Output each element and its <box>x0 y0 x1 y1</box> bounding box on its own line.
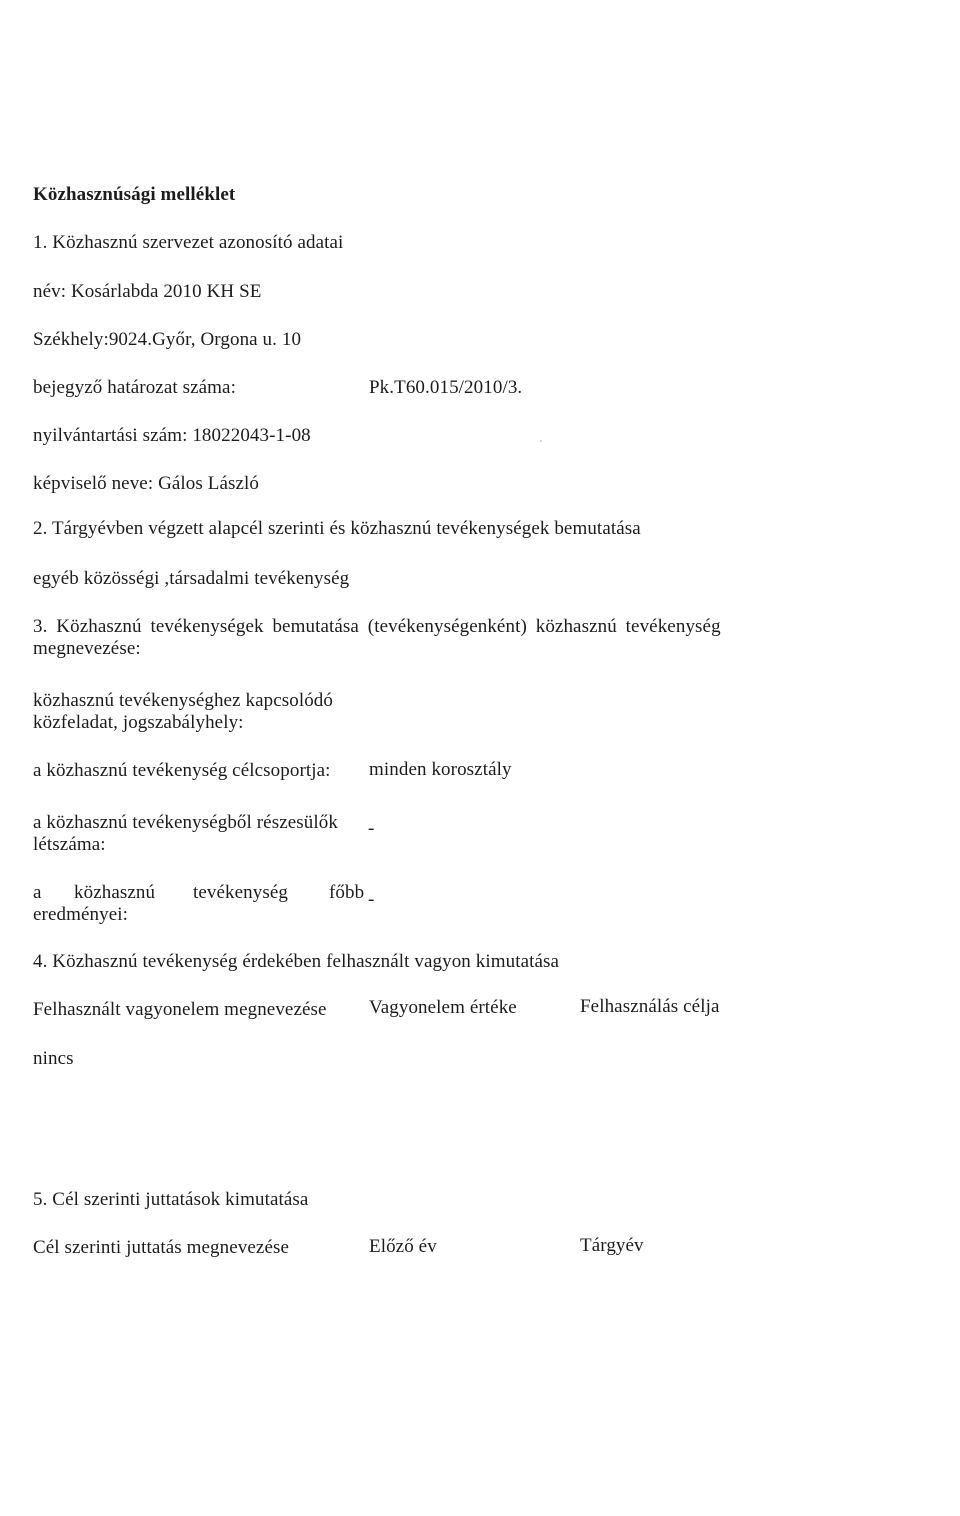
participants-label-continuation: létszáma: <box>33 834 106 855</box>
participants-label: a közhasznú tevékenységből részesülők <box>33 812 338 833</box>
public-task-label: közhasznú tevékenységhez kapcsolódó <box>33 690 334 711</box>
section5-title: 5. Cél szerinti juttatások kimutatása <box>33 1189 309 1210</box>
asset-purpose-header: Felhasználás célja <box>580 996 720 1017</box>
current-year-header: Tárgyév <box>580 1235 644 1256</box>
organization-seat: Székhely:9024.Győr, Orgona u. 10 <box>33 329 302 350</box>
section4-title: 4. Közhasznú tevékenység érdekében felhasznált vagyon kimutatása <box>33 951 560 972</box>
results-word-activity: tevékenység <box>193 882 289 903</box>
section2-text: egyéb közösségi ,társadalmi tevékenység <box>33 568 350 589</box>
results-word-public-benefit: közhasznú <box>74 882 156 903</box>
asset-value-header: Vagyonelem értéke <box>369 997 517 1018</box>
results-word-a: a <box>33 882 42 903</box>
document-heading: Közhasznúsági melléklet <box>33 184 236 205</box>
target-group-value: minden korosztály <box>369 759 512 780</box>
section2-title: 2. Tárgyévben végzett alapcél szerinti és közhasznú tevékenységek bemutatása <box>33 518 641 539</box>
section3-title-continuation: megnevezése: <box>33 638 141 659</box>
results-label-continuation: eredményei: <box>33 904 128 925</box>
previous-year-header: Előző év <box>369 1236 437 1257</box>
registry-number: nyilvántartási szám: 18022043-1-08 <box>33 425 311 446</box>
representative-name: képviselő neve: Gálos László <box>33 473 259 494</box>
scan-speck <box>540 440 542 442</box>
benefit-name-header: Cél szerinti juttatás megnevezése <box>33 1237 290 1258</box>
asset-name-header: Felhasznált vagyonelem megnevezése <box>33 999 327 1020</box>
decision-number-value: Pk.T60.015/2010/3. <box>369 377 523 398</box>
participants-value: - <box>368 818 375 839</box>
decision-number-label: bejegyző határozat száma: <box>33 377 236 398</box>
results-word-main: főbb <box>329 882 365 903</box>
section1-title: 1. Közhasznú szervezet azonosító adatai <box>33 232 344 253</box>
organization-name: név: Kosárlabda 2010 KH SE <box>33 281 262 302</box>
public-task-label-continuation: közfeladat, jogszabályhely: <box>33 712 244 733</box>
target-group-label: a közhasznú tevékenység célcsoportja: <box>33 760 331 781</box>
section3-title: 3. Közhasznú tevékenységek bemutatása (tevékenységenként) közhasznú tevékenység <box>33 616 721 637</box>
results-value: - <box>368 889 375 910</box>
asset-row-none: nincs <box>33 1048 74 1069</box>
